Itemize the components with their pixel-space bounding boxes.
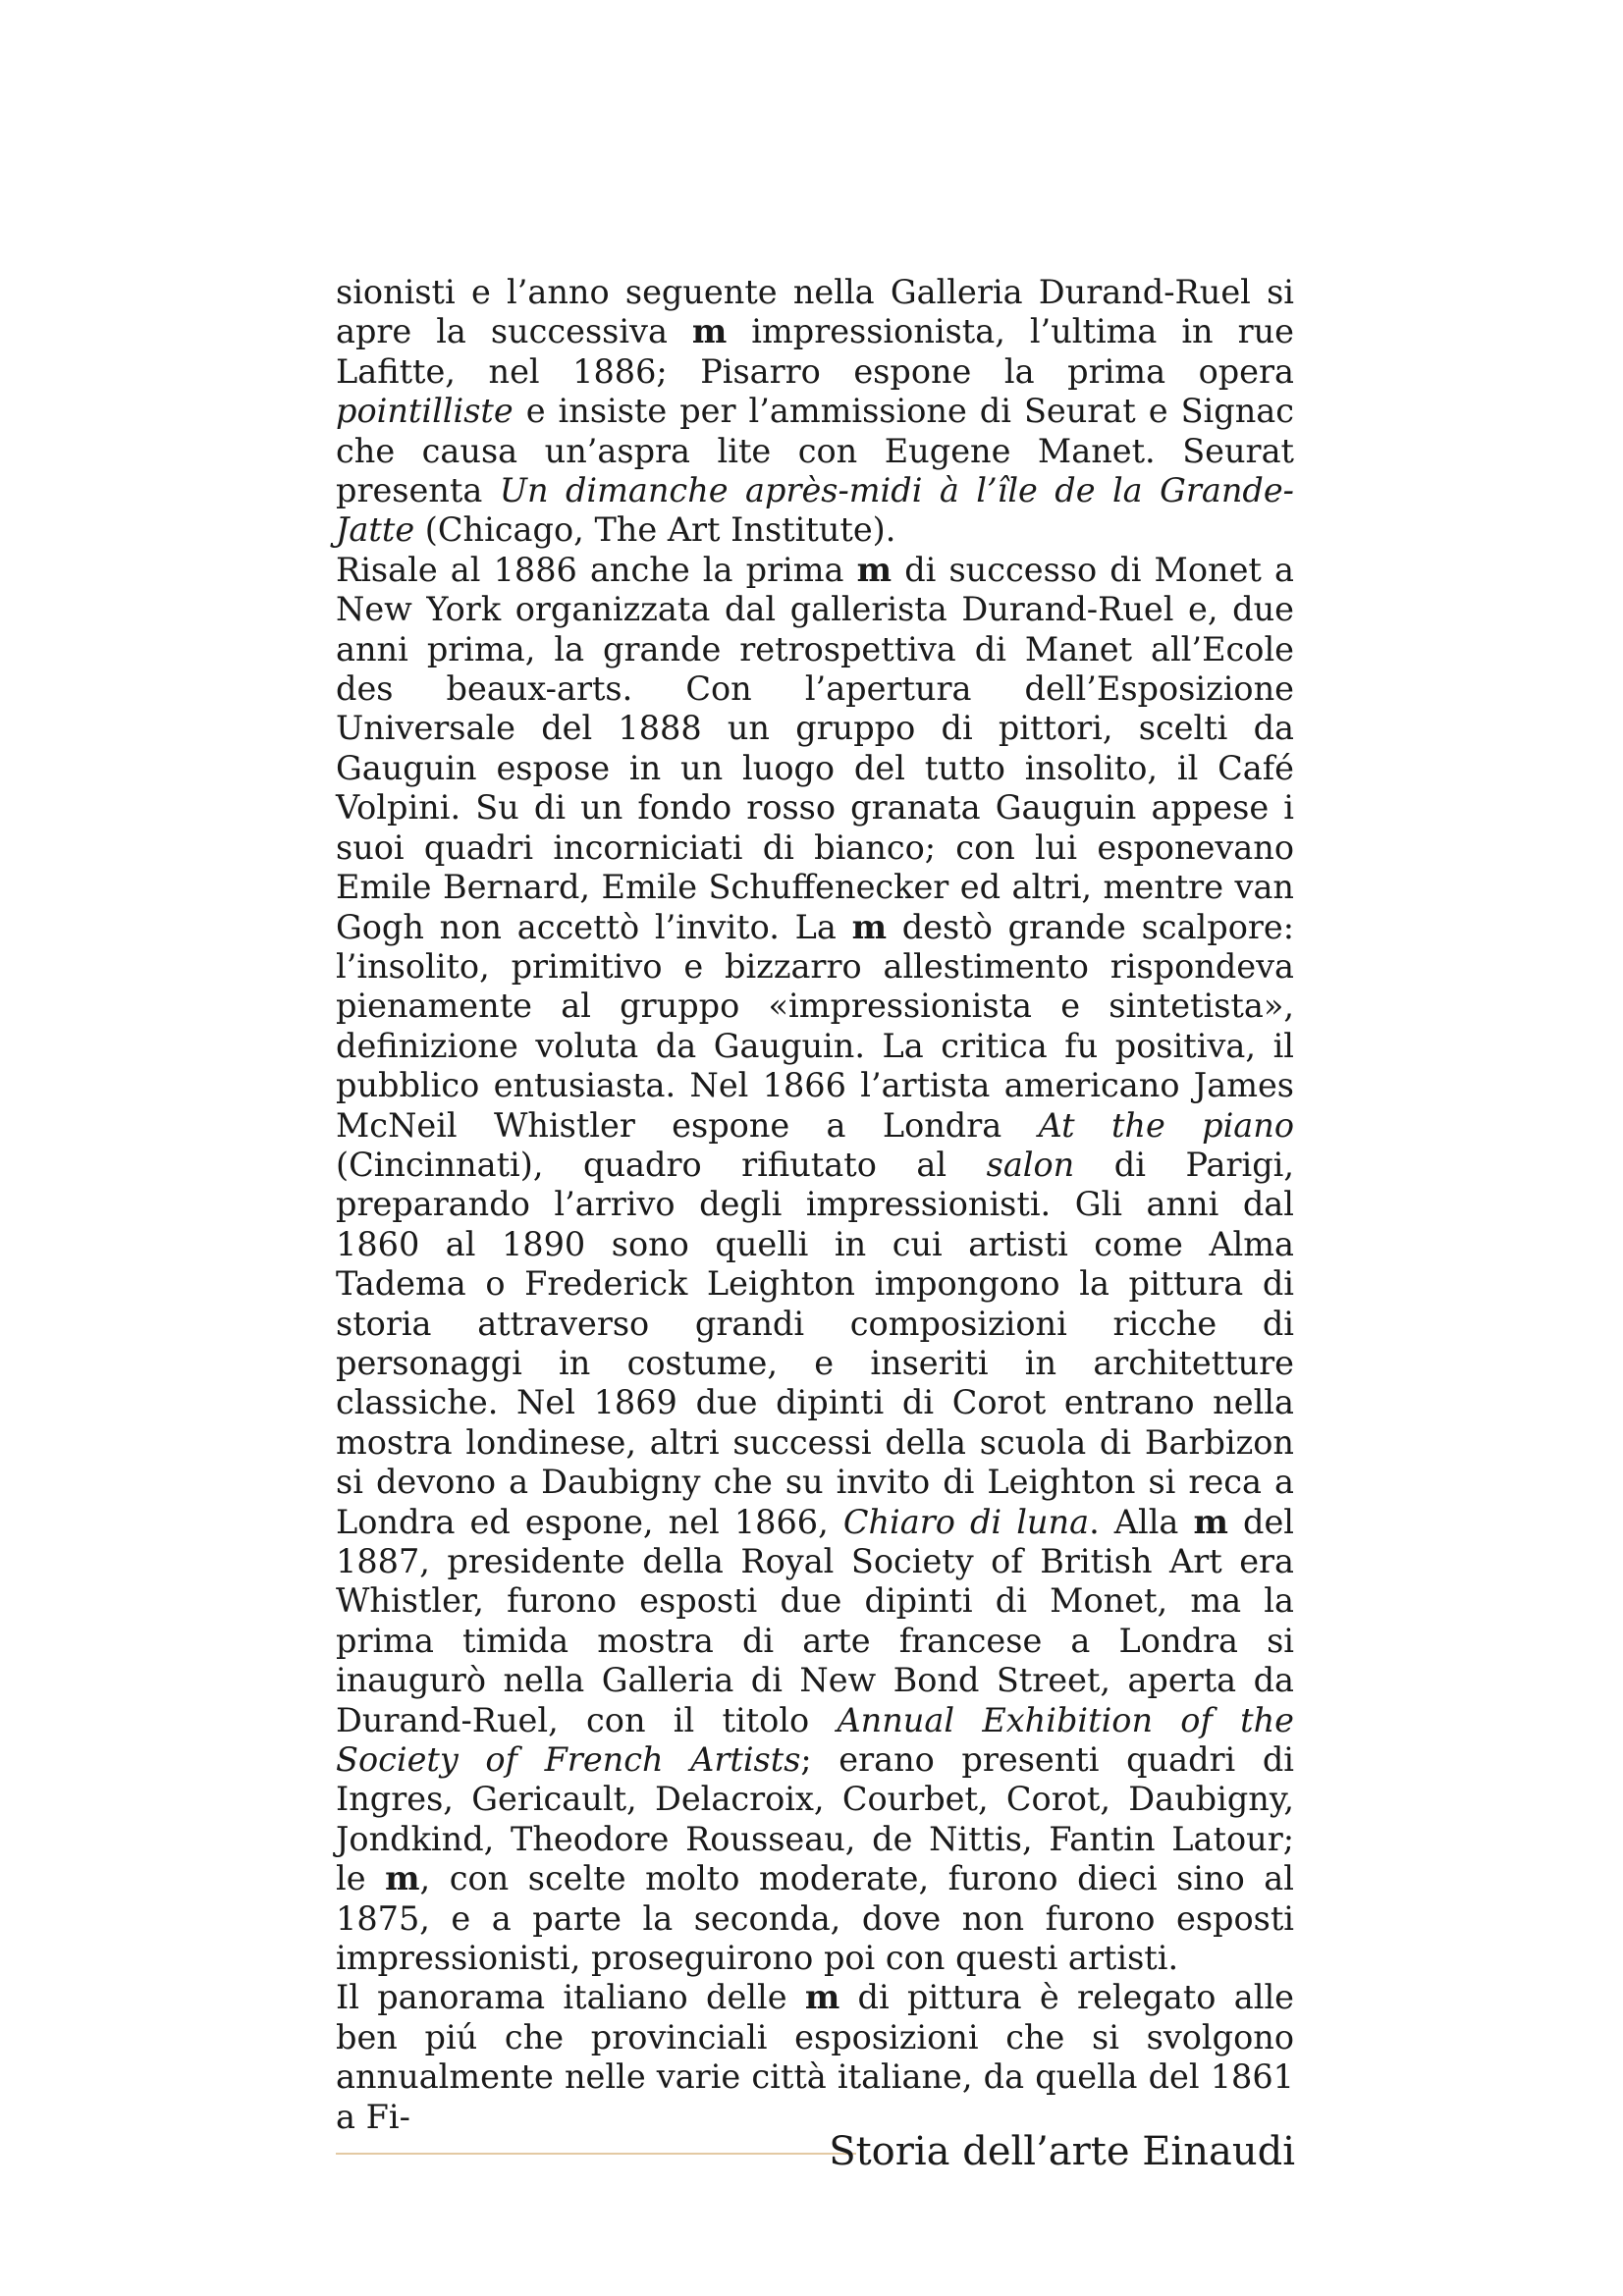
footer-title: Storia dell’arte Einaudi	[829, 2129, 1295, 2174]
text-run: Risale al 1886 anche la prima	[336, 550, 857, 589]
bold-abbreviation: m	[385, 1859, 420, 1898]
text-run: destò grande scalpore: l’insolito, primitivo e bizzarro allestimento rispondeva pienamente al gruppo «impressionista e sintetista», definizione voluta da Gauguin. La critica fu positiva, il pubblico entusiasta. Nel 1866 l’artista americano James McNeil Whistler espone a Londra	[336, 907, 1294, 1145]
text-run: sionisti e l’anno seguente nella Galleria Durand-Ruel si apre la successiva	[336, 273, 1294, 351]
text-run: e insiste per l’ammissione di Seurat e Signac che causa un’aspra lite con Eugene Manet. Seurat presenta	[336, 392, 1294, 510]
text-run: impressionista, l’ultima in rue Lafitte, nel 1886; Pisarro espone la prima opera	[336, 312, 1294, 391]
text-run: Il panorama italiano delle	[336, 1978, 805, 2017]
italic-title: Annual Exhibition of the Society of French Artists	[336, 1700, 1295, 1780]
bold-abbreviation: m	[804, 1978, 840, 2017]
paragraph	[336, 1978, 1294, 2137]
text-run: di pittura è relegato alle ben piú che provinciali esposizioni che si svolgono annualmente nelle varie città italiane, da quella del 1861 a Fi-	[336, 1978, 1294, 2136]
bold-abbreviation: m	[856, 550, 893, 589]
body-text	[336, 273, 1294, 2137]
italic-title: Chiaro di luna	[842, 1502, 1090, 1541]
text-run: del 1887, presidente della Royal Society of British Art era Whistler, furono esposti due dipinti di Monet, ma la prima timida mostra di arte francese a Londra si inaugurò nella Galleria di New Bond Street, aperta da Durand-Ruel, con il titolo	[336, 1502, 1295, 1739]
italic-title: At the piano	[1038, 1105, 1294, 1145]
italic-title: salon	[986, 1145, 1075, 1184]
text-run: di Parigi, preparando l’arrivo degli impressionisti. Gli anni dal 1860 al 1890 sono quelli in cui artisti come Alma Tadema o Frederick Leighton impongono la pittura di storia attraverso grandi composizioni ricche di personaggi in costume, e inseriti in architetture classiche. Nel 1869 due dipinti di Corot entrano nella mostra londinese, altri successi della scuola di Barbizon si devono a Daubigny che su invito di Leighton si reca a Londra ed espone, nel 1866,	[336, 1145, 1295, 1541]
text-run: ; erano presenti quadri di Ingres, Gericault, Delacroix, Courbet, Corot, Daubigny, Jondkind, Theodore Rousseau, de Nittis, Fantin Latour; le	[336, 1740, 1294, 1898]
text-run: , con scelte molto moderate, furono dieci sino al 1875, e a parte la seconda, dove non furono esposti impressionisti, proseguirono poi con questi artisti.	[336, 1859, 1294, 1978]
paragraph	[336, 273, 1294, 551]
footer-divider	[336, 2153, 856, 2155]
text-run: di successo di Monet a New York organizzata dal gallerista Durand-Ruel e, due anni prima, la grande retrospettiva di Manet all’Ecole des beaux-arts. Con l’apertura dell’Esposizione Universale del 1888 un gruppo di pittori, scelti da Gauguin espose in un luogo del tutto insolito, il Café Volpini. Su di un fondo rosso granata Gauguin appese i suoi quadri incorniciati di bianco; con lui esponevano Emile Bernard, Emile Schuffenecker ed altri, mentre van Gogh non accettò l’invito. La	[336, 550, 1294, 946]
italic-title: pointilliste	[336, 392, 514, 431]
bold-abbreviation: m	[1193, 1502, 1228, 1541]
text-run: (Cincinnati), quadro rifiutato al	[336, 1145, 987, 1184]
italic-title: Un dimanche après-midi à l’île de la Grande-Jatte	[336, 471, 1294, 550]
bold-abbreviation: m	[691, 312, 728, 351]
paragraph	[336, 551, 1294, 1979]
text-run: (Chicago, The Art Institute).	[414, 510, 896, 550]
text-run: . Alla	[1089, 1502, 1194, 1541]
bold-abbreviation: m	[851, 907, 888, 946]
